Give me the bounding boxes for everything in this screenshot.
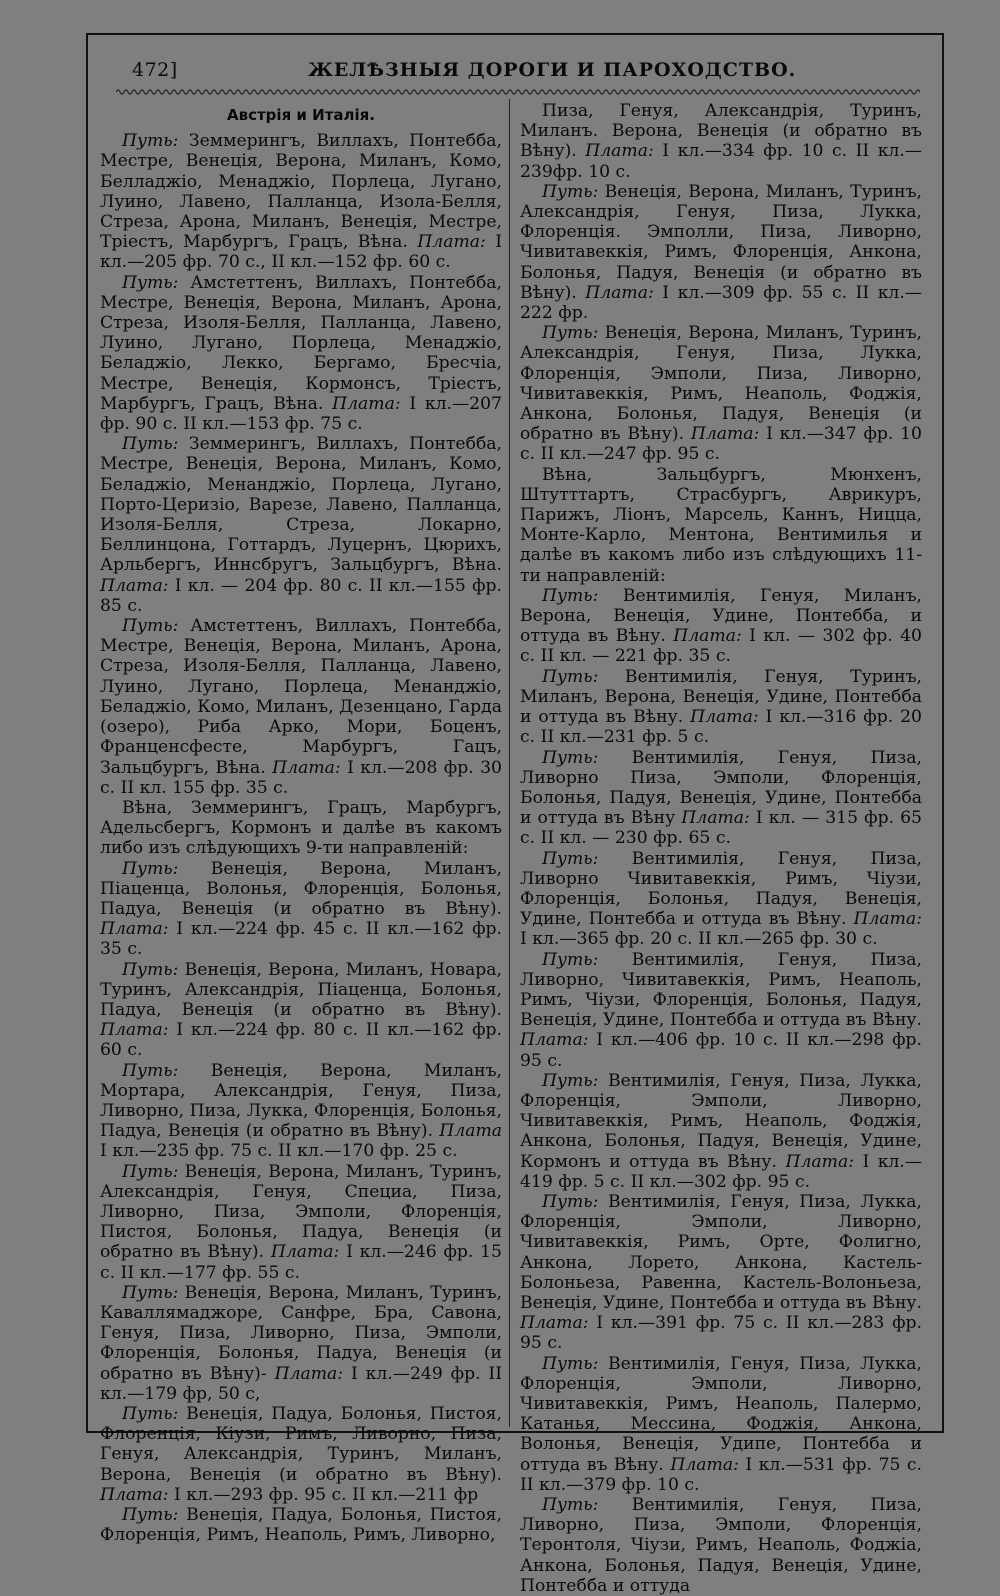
page-header	[88, 35, 942, 89]
fare-keyword: Плата:	[853, 909, 922, 930]
route-text: Вѣна, Зальцбургъ, Мюнхенъ, Штутттартъ, Страсбургъ, Аврикуръ, Парижъ, Ліонъ, Марсель, Каннъ, Ницца, Монте-Карло, Ментона, Вентимилья и далѣе въ какомъ либо изъ слѣдующихъ 11-ти направленій:	[520, 464, 922, 586]
route-entry	[520, 1495, 922, 1596]
fare-keyword: Плата:	[585, 141, 654, 162]
fare-text: I кл. — 315 фр. 65 с. II кл. — 230 фр. 65 с.	[520, 808, 922, 849]
fare-text: I кл.—309 фр. 55 с. II кл.—222 фр.	[520, 282, 922, 324]
section-title: Австрія и Италія.	[227, 106, 375, 124]
route-entry	[100, 131, 502, 272]
fare-keyword: Плата:	[100, 575, 169, 596]
fare-keyword: Плата:	[332, 393, 401, 414]
route-entry	[520, 1192, 922, 1354]
fare-keyword: Плата:	[520, 1313, 589, 1334]
fare-keyword: Плата	[439, 1121, 502, 1142]
left-column	[100, 101, 502, 1545]
fare-keyword: Плата:	[690, 707, 759, 728]
left-entries	[100, 131, 502, 1545]
book-page	[86, 33, 944, 1596]
route-keyword: Путь:	[542, 848, 599, 869]
route-entry	[520, 849, 922, 950]
route-entry	[520, 465, 922, 586]
running-title: ЖЕЛѢЗНЫЯ ДОРОГИ И ПАРОХОДСТВО.	[308, 59, 797, 81]
route-keyword: Путь:	[122, 1161, 179, 1182]
route-text: Венеція, Верона, Миланъ, Піаценца, Волонья, Флоренція, Болонья, Падуа, Венеція (и обратно въ Вѣну).	[100, 858, 502, 919]
fare-keyword: Плата:	[274, 1363, 344, 1384]
fare-text: I кл.—205 фр. 70 с., II кл.—152 фр. 60 с.	[100, 232, 502, 273]
fare-keyword: Плата:	[673, 626, 742, 647]
route-keyword: Путь:	[542, 1191, 599, 1212]
route-text: Вентимилія, Генуя, Пиза, Лукка, Флоренція, Эмполи, Ливорно, Чивитавеккія, Римъ, Неаполь, Палермо, Катанья, Мессина, Фоджія, Анкона, Волонья, Венеція, Удипе, Понтебба и оттуда въ Вѣну.	[520, 1353, 922, 1475]
fare-text: I кл.—235 фр. 75 с. II кл.—170 фр. 25 с.	[100, 1141, 458, 1162]
route-entry	[520, 950, 922, 1071]
route-entry	[520, 323, 922, 464]
route-text: Амстеттенъ, Виллахъ, Понтебба, Местре, Венеція, Верона, Миланъ, Арона, Стреза, Изоля-Белля, Палланца, Лавено, Луино, Лугано, Порлеца, Менанджіо, Беладжіо, Комо, Миланъ, Дезенцано, Гарда (озеро), Риба Арко, Мори, Боценъ, Франценсфесте, Марбургъ, Гацъ, Зальцбургъ, Вѣна.	[100, 616, 502, 778]
fare-keyword: Плата:	[272, 757, 341, 778]
route-keyword: Путь:	[542, 666, 599, 687]
route-keyword: Путь:	[542, 747, 599, 768]
route-text: Земмерингъ, Виллахъ, Понтебба, Местре, Венеція, Верона, Миланъ, Комо, Беладжіо, Менанджіо, Порлеца, Лугано, Порто-Церизіо, Варезе, Лавено, Палланца, Изоля-Белля, Стреза, Локарно, Беллинцона, Готтардъ, Луцернъ, Цюрихъ, Арльбергъ, Иннсбругъ, Зальцбургъ, Вѣна.	[100, 434, 502, 576]
route-keyword: Путь:	[122, 616, 179, 637]
route-keyword: Путь:	[122, 858, 179, 879]
route-text: Венеція, Верона, Миланъ, Туринъ, Александрія, Генуя, Пиза, Лукка, Флоренція, Эмполи, Пиза, Ливорно, Чивитавеккія, Римъ, Неаполь, Фоджія, Анкона, Болонья, Падуя, Венеція (и обратно въ Вѣну).	[520, 323, 922, 445]
route-text: Амстеттенъ, Виллахъ, Понтебба, Местре, Венеція, Верона, Миланъ, Арона, Стреза, Изоля-Белля, Палланца, Лавено, Луино, Лугано, Порлеца, Менаджіо, Беладжіо, Лекко, Бергамо, Бресчіа, Местре, Венеція, Кормонсъ, Тріестъ, Марбургъ, Грацъ, Вѣна.	[100, 272, 502, 414]
route-entry	[100, 1162, 502, 1283]
route-text: Венеція, Падуа, Болонья, Пистоя, Флоренція, Римъ, Неаполь, Римъ, Ливорно,	[100, 1505, 502, 1546]
fare-text: I кл. — 204 фр. 80 с. II кл.—155 фр. 85 с.	[100, 575, 502, 616]
route-keyword: Путь:	[542, 181, 599, 202]
route-text: Вентимилія, Генуя, Пиза, Ливорно Чивитавеккія, Римъ, Чіузи, Флоренція, Болонья, Падуя, Венеція, Удине, Понтебба и оттуда въ Вѣну.	[520, 848, 922, 930]
fare-keyword: Плата:	[100, 919, 169, 940]
route-entry	[520, 182, 922, 323]
fare-text: I кл.—334 фр. 10 с. II кл.—239фр. 10 с.	[520, 141, 922, 182]
fare-text: I кл.—224 фр. 80 с. II кл.—162 фр. 60 с.	[100, 1020, 502, 1061]
fare-text: I кл.—347 фр. 10 с. II кл.—247 фр. 95 с.	[520, 424, 922, 465]
route-keyword: Путь:	[122, 1060, 179, 1081]
route-text: Вентимилія, Генуя, Пиза, Ливорно Пиза, Эмполи, Флоренція, Болонья, Падуя, Венеція, Удине, Понтебба и оттуда въ Вѣну	[520, 747, 922, 829]
route-entry	[100, 859, 502, 960]
route-text: Венеція, Верона, Миланъ, Мортара, Александрія, Генуя, Пиза, Ливорно, Пиза, Лукка, Флоренція, Болонья, Падуа, Венеція (и обратно въ Вѣну).	[100, 1060, 502, 1142]
route-entry	[520, 748, 922, 849]
route-keyword: Путь:	[542, 323, 599, 344]
route-keyword: Путь:	[542, 1353, 599, 1374]
route-entry	[100, 1283, 502, 1404]
wavy-rule	[116, 87, 920, 97]
fare-keyword: Плата:	[690, 424, 760, 445]
route-entry	[100, 1061, 502, 1162]
fare-text: I кл.—224 фр. 45 с. II кл.—162 фр. 35 с.	[100, 919, 502, 960]
right-entries	[520, 101, 922, 1596]
route-text: Вѣна, Земмерингъ, Грацъ, Марбургъ, Адельсбергъ, Кормонъ и далѣе въ какомъ либо изъ слѣдующихъ 9-ти направленій:	[100, 797, 502, 859]
fare-text: I кл.—406 фр. 10 с. II кл.—298 фр. 95 с.	[520, 1030, 922, 1071]
fare-keyword: Плата:	[100, 1484, 169, 1505]
route-keyword: Путь:	[122, 959, 179, 980]
page-number: 472]	[132, 59, 178, 81]
fare-keyword: Плата:	[417, 232, 486, 253]
route-text: Земмерингъ, Виллахъ, Понтебба, Местре, Венеція, Верона, Миланъ, Комо, Белладжіо, Менаджіо, Порлеца, Лугано, Луино, Лавено, Палланца, Изола-Белля, Стреза, Арона, Миланъ, Венеція, Местре, Тріестъ, Марбургъ, Грацъ, Вѣна.	[100, 131, 502, 253]
fare-text: I кл.—293 фр. 95 с. II кл.—211 фр	[168, 1484, 479, 1505]
route-keyword: Путь:	[122, 131, 179, 152]
route-text: Венеція, Падуа, Болонья, Пистоя, Флоренція, Кіузи, Римъ, Ливорно, Пиза, Генуя, Александрія, Туринъ, Миланъ, Верона, Венеція (и обратно въ Вѣну).	[100, 1404, 502, 1485]
fare-text: I кл.—391 фр. 75 с. II кл.—283 фр. 95 с.	[520, 1313, 922, 1354]
route-entry	[100, 798, 502, 859]
fare-text: I кл.—249 фр. II кл.—179 фр, 50 с,	[100, 1363, 502, 1404]
fare-text: I кл.—365 фр. 20 с. II кл.—265 фр. 30 с.	[520, 929, 878, 950]
fare-text: I кл.—419 фр. 5 с. II кл.—302 фр. 95 с.	[520, 1151, 923, 1192]
route-entry	[100, 960, 502, 1061]
route-keyword: Путь:	[122, 272, 179, 293]
route-text: Венеція, Верона, Миланъ, Новара, Туринъ, Александрія, Піаценца, Болонья, Падуа, Венеція (и обратно въ Вѣну).	[100, 959, 502, 1020]
fare-keyword: Плата:	[520, 1030, 589, 1051]
fare-text: I кл.—208 фр. 30 с. II кл. 155 фр. 35 с.	[100, 757, 502, 798]
route-entry	[100, 434, 502, 616]
fare-keyword: Плата:	[270, 1242, 340, 1263]
route-keyword: Путь:	[122, 434, 179, 455]
fare-keyword: Плата:	[670, 1454, 739, 1475]
right-column	[520, 101, 922, 1596]
fare-text: I кл.—207 фр. 90 с. II кл.—153 фр. 75 с.	[100, 393, 502, 435]
route-text: Венеція, Верона, Миланъ, Туринъ, Александрія, Генуя, Специа, Пиза, Ливорно, Пиза, Эмполи, Флоренція, Пистоя, Болонья, Падуа, Венеція (и обратно въ Вѣну).	[100, 1161, 502, 1263]
fare-keyword: Плата:	[100, 1020, 169, 1041]
route-entry	[520, 1071, 922, 1192]
route-keyword: Путь:	[122, 1505, 179, 1526]
route-entry	[520, 667, 922, 748]
route-entry	[100, 273, 502, 435]
route-text: Вентимилія, Генуя, Туринъ, Миланъ, Верона, Венеція, Удине, Понтебба и оттуда въ Вѣну.	[520, 666, 922, 728]
route-keyword: Путь:	[542, 585, 599, 606]
route-entry	[100, 1505, 502, 1545]
route-entry	[520, 101, 922, 182]
route-keyword: Путь:	[542, 1070, 599, 1091]
route-text: Вентимилія, Генуя, Пиза, Ливорно, Пиза, Эмполи, Флоренція, Теронтоля, Чіузи, Римъ, Неаполь, Фоджіа, Анкона, Болонья, Падуя, Венеція, Удине, Понтебба и оттуда	[520, 1495, 922, 1596]
route-text: Вентимилія, Генуя, Пиза, Лукка, Флоренція, Эмполи, Ливорно, Чивитавеккія, Римъ, Орте, Фолигно, Анкона, Лорето, Анкона, Кастель-Болоньеза, Равенна, Кастель-Волоньеза, Венеція, Удине, Понтебба и оттуда въ Вѣну.	[520, 1191, 922, 1313]
fare-keyword: Плата:	[681, 808, 750, 829]
route-entry	[100, 616, 502, 798]
route-entry	[520, 1354, 922, 1495]
route-entry	[520, 586, 922, 667]
route-entry	[100, 1404, 502, 1505]
route-text: Пиза, Генуя, Александрія, Туринъ, Миланъ. Верона, Венеція (и обратно въ Вѣну).	[520, 101, 922, 162]
fare-text: I кл.—316 фр. 20 с. II кл.—231 фр. 5 с.	[520, 707, 922, 748]
route-keyword: Путь:	[122, 1404, 179, 1424]
route-text: Вентимилія, Генуя, Пиза, Ливорно, Чивитавеккія, Римъ, Неаполь, Римъ, Чіузи, Флоренція, Болонья, Падуя, Венеція, Удине, Понтебба и оттуда въ Вѣну.	[520, 949, 922, 1031]
route-keyword: Путь:	[542, 1495, 599, 1516]
route-keyword: Путь:	[122, 1282, 179, 1303]
route-keyword: Путь:	[542, 949, 599, 970]
route-text: Вентимилія, Генуя, Миланъ, Верона, Венеція, Удине, Понтебба, и оттуда въ Вѣну.	[520, 585, 922, 647]
fare-text: I кл. — 302 фр. 40 с. II кл. — 221 фр. 35 с.	[520, 626, 922, 667]
route-text: Венеція, Верона, Миланъ, Туринъ, Александрія, Генуя, Пиза, Лукка, Флоренція. Эмполли, Пиза, Ливорно, Чивитавеккія, Римъ, Флоренція, Анкона, Болонья, Падуя, Венеція (и обратно въ Вѣну).	[520, 181, 922, 303]
fare-text: I кл.—531 фр. 75 с. II кл.—379 фр. 10 с.	[520, 1454, 922, 1495]
fare-text: I кл.—246 фр. 15 с. II кл.—177 фр. 55 с.	[100, 1242, 502, 1283]
route-text: Вентимилія, Генуя, Пиза, Лукка, Флоренція, Эмполи, Ливорно, Чивитавеккія, Римъ, Неаполь, Фоджія, Анкона, Болонья, Падуя, Венеція, Удине, Кормонъ и оттуда въ Вѣну.	[520, 1070, 922, 1172]
fare-keyword: Плата:	[585, 282, 654, 303]
route-text: Венеція, Верона, Миланъ, Туринъ, Каваллямаджоре, Санфре, Бра, Савона, Генуя, Пиза, Ливорно, Пиза, Эмполи, Флоренція, Болонья, Падуа, Венеція (и обратно въ Вѣну)-	[100, 1282, 502, 1384]
column-divider	[509, 99, 510, 1427]
fare-keyword: Плата:	[785, 1151, 854, 1172]
